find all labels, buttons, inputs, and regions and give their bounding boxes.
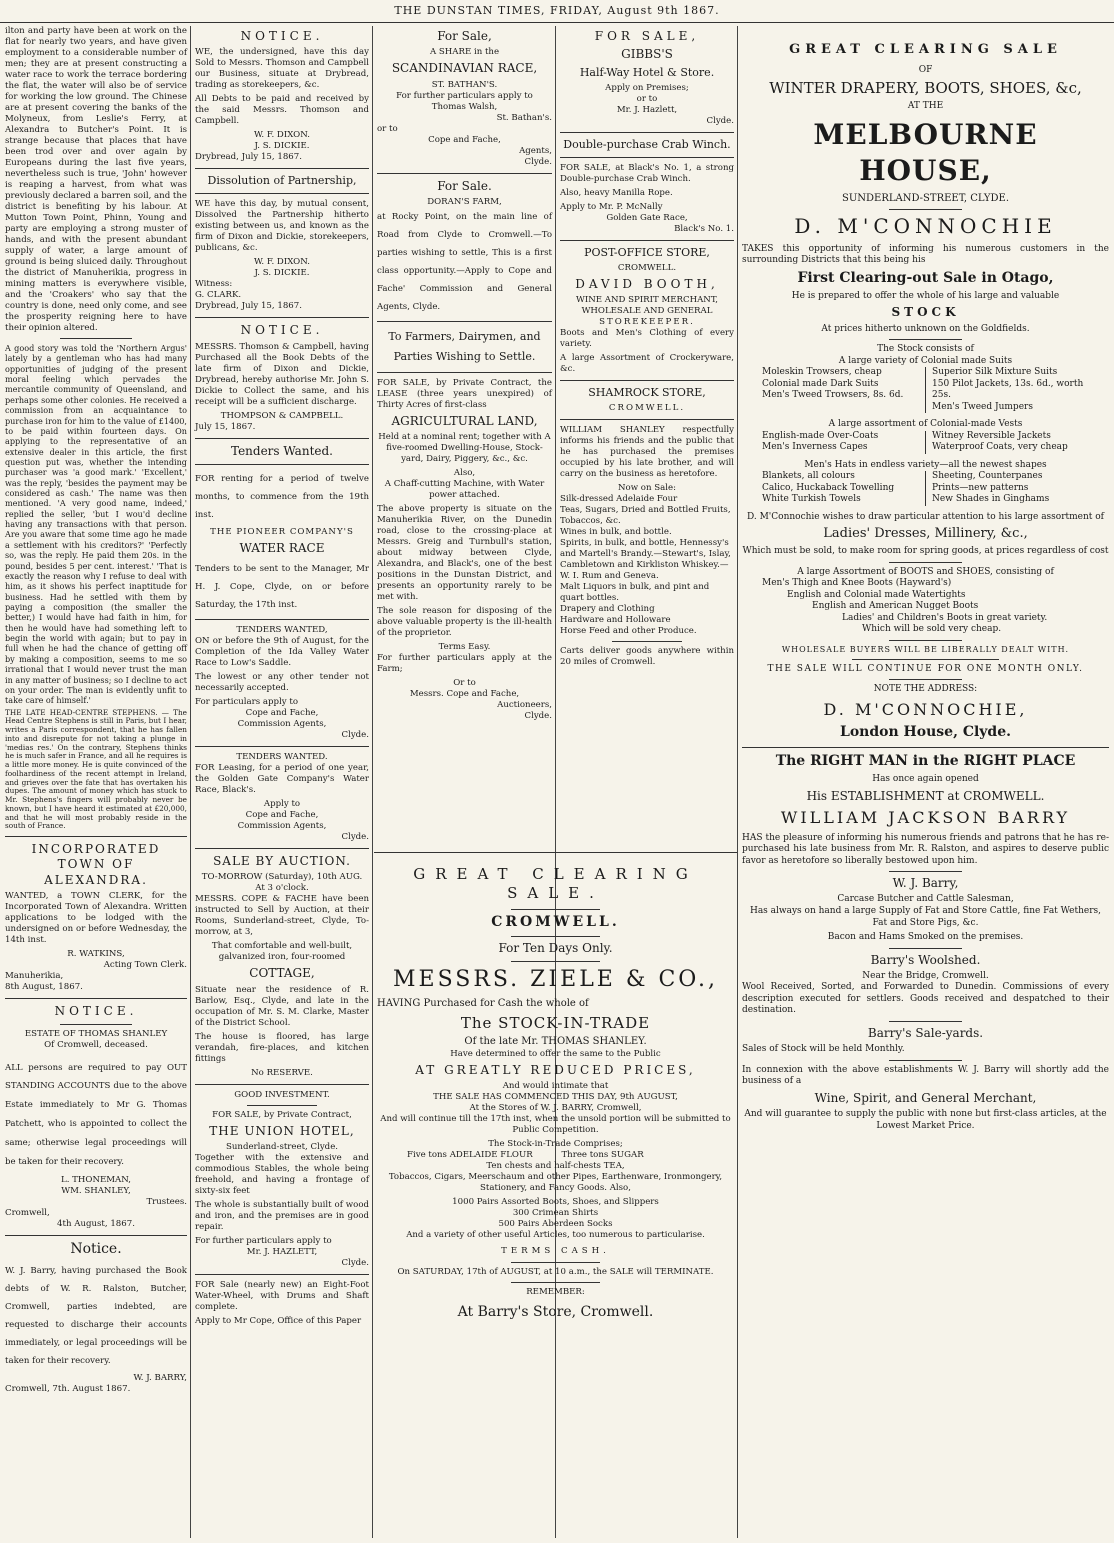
n1-sign-1: W. F. DIXON. [254, 130, 310, 141]
gi-body-2: Together with the extensive and commodious Stables, the whole being freehold, and having a frontage of sixty-six feet [195, 1152, 369, 1196]
gcs-tobacco: Tobaccos, Cigars, Meerschaum and other Pipes, Earthenware, Ironmongery, Stationery, and Fancy Goods. Also, [388, 1171, 723, 1193]
rm-trade: Carcase Butcher and Cattle Salesman, [837, 894, 1014, 905]
vest-left: Men's Inverness Capes [762, 442, 868, 453]
gc-note: NOTE THE ADDRESS: [873, 684, 978, 695]
gh-or: or to [636, 93, 658, 104]
dissolution-title: Dissolution of Partnership, [207, 174, 357, 188]
gc-first: First Clearing-out Sale in Otago, [797, 269, 1054, 286]
po-place: CROMWELL. [617, 262, 677, 273]
fs1-race: SCANDINAVIAN RACE, [391, 61, 538, 76]
rm-body-2: Has always on hand a large Supply of Fat and Store Cattle, fine Fat Wethers, Fat and Store Pigs, &c. [749, 905, 1102, 928]
article-northern-argus: A good story was told the 'Northern Argus' lately by a gentleman who has had many opportunities of judging of the present moral feeling which pervades the mercantile community of Queensland, and perhaps some other colonies. He received a commission from an acquaintance to purchase iron for him to the value of £1400, to be paid within fourteen days. On applying to the representative of an extensive dealer in this article, the first question put was, whether the intending purchaser was 'a good mark.' 'Excellent,' was the reply, 'besides the payment may be considered as cash.' The name was then mentioned. 'A very good name, indeed,' replied the seller, 'but I wou'd decline having any transactions with that person. Are you aware that some time ago he made a settlement with his creditors?' 'Perfectly so, was the reply. He paid them 20s. in the pound, besides 5 per cent. interest.' 'That is exactly the reason why I refuse to deal with him, as it shows his perfect inaptitude for business. Had he settled with them by paying a composition (the smaller the better,) I would have had faith in him, for then he would have had something left to begin the world with again; but to pay in full when he had the chance of getting off by making a composition, seems to me so irrational that I would never trust the man in any matter of business; so I decline to act on your order. The man is evidently unfit to take care of himself.' [5, 343, 187, 706]
gi-body: FOR SALE, by Private Contract, [212, 1109, 352, 1120]
gc-wholesale: WHOLESALE BUYERS WILL BE LIBERALLY DEALT WITH. [781, 644, 1070, 654]
sh-item: Silk-dressed Adelaide Four [560, 494, 678, 505]
gcs-firm: MESSRS. ZIELE & CO., [392, 966, 719, 992]
gh-agent-1: Mr. J. Hazlett, [616, 104, 678, 115]
sh-title: SHAMROCK STORE, [588, 386, 706, 400]
gc-boot-4: Ladies' and Children's Boots in great variety. [842, 612, 1048, 623]
gc-goods: WINTER DRAPERY, BOOTS, SHOES, &c, [769, 79, 1082, 98]
n1-body-2: All Debts to be paid and received by the said Messrs. Thomson and Campbell. [195, 94, 369, 127]
suit-left: Moleskin Trowsers, cheap [762, 367, 882, 378]
trustee-2: WM. SHANLEY, [61, 1185, 131, 1196]
po-title: POST-OFFICE STORE, [584, 245, 710, 259]
po-body-2: A large Assortment of Crockeryware, &c. [560, 353, 734, 375]
town-body: WANTED, a TOWN CLERK, for the Incorporated Town of Alexandra. Written applications to be lodged with the undersigned on or before Wednesday, the 14th inst. [5, 891, 187, 946]
t3-agent-3: Clyde. [341, 831, 369, 842]
gc-name-2: D. M'CONNOCHIE, [823, 699, 1028, 719]
town-title: INCORPORATED TOWN OF ALEXANDRA. [31, 842, 161, 887]
sh-body: WILLIAM SHANLEY respectfully informs his friends and the public that he has purchased the premises occupied by his late brother, and will carry on the business as heretofore. [560, 425, 734, 480]
cw-title: Double-purchase Crab Winch. [563, 137, 731, 151]
sh-item: Malt Liquors in bulk, and pint and quart bottles. [560, 582, 710, 604]
gc-boot-2: English and Colonial made Watertights [787, 589, 966, 600]
gcs-offer: Have determined to offer the same to the Public [450, 1048, 661, 1059]
sh-item: Spirits, in bulk, and bottle, Hennessy's and Martell's Brandy.—Stewart's, Islay, Cambletown and Kirkliston Whiskey.—W. I. Rum and Geneva. [560, 538, 731, 582]
d-date: Drybread, July 15, 1867. [195, 301, 302, 312]
rm-name: WILLIAM JACKSON BARRY [780, 808, 1071, 828]
po-body: Boots and Men's Clothing of every variety. [560, 328, 734, 350]
gcs-barry: At Barry's Store, Cromwell. [457, 1303, 654, 1320]
column-5 [739, 26, 1112, 1538]
fs2-body: at Rocky Point, on the main line of Road from Clyde to Cromwell.—To parties wishing to settle, This is a first class opportunity.—Apply to Cope and Fache' Commission and General Agents, Clyde. [377, 212, 552, 313]
t3-title: TENDERS WANTED. [236, 751, 328, 762]
cw-body: FOR SALE, at Black's No. 1, a strong Double-purchase Crab Winch. [560, 162, 734, 184]
waterwheel-apply: Apply to Mr Cope, Office of this Paper [195, 1315, 362, 1326]
fd-body-3: A Chaff-cutting Machine, with Water power attached. [384, 479, 545, 501]
suit-right: 150 Pilot Jackets, 13s. 6d., worth 25s. [932, 378, 1084, 401]
gcs-stock: The STOCK-IN-TRADE [460, 1013, 651, 1032]
t2-agent-3: Clyde. [341, 729, 369, 740]
fs1-or: or to [377, 123, 398, 134]
fs1-body: A SHARE in the [429, 47, 500, 58]
rm-yards: Barry's Sale-yards. [867, 1025, 984, 1040]
fd-body: FOR SALE, by Private Contract, the LEASE (three years unexpired) of Thirty Acres of first-class [377, 377, 552, 410]
fd-also: Also, [453, 468, 476, 479]
estate-body: ALL persons are required to pay OUT STANDING ACCOUNTS due to the above Estate immediately to Mr G. Thomas Patchett, who is appointed to collect the same; otherwise legal proceedings will be taken for their recovery. [5, 1062, 187, 1168]
hat-right: Prints—new patterns [932, 482, 1029, 493]
t1-body: FOR renting for a period of twelve months, to commence from the 19th inst. [195, 474, 369, 521]
auction-when: TO-MORROW (Saturday), 10th AUG. [201, 872, 363, 883]
hat-left: White Turkish Towels [762, 494, 861, 505]
n1-title: NOTICE. [240, 29, 324, 43]
gcs-days: For Ten Days Only. [498, 941, 613, 956]
d-witness-name: G. CLARK. [195, 290, 242, 301]
notice2-date: Cromwell, 7th. August 1867. [5, 1384, 131, 1395]
auction-time: At 3 o'clock. [255, 883, 309, 894]
gc-room: Which must be sold, to make room for spring goods, at prices regardless of cost [742, 546, 1109, 557]
column-rule [372, 26, 373, 1538]
gi-apply: For further particulars apply to [195, 1235, 332, 1246]
estate-date: 4th August, 1867. [57, 1218, 135, 1229]
hat-left: Blankets, all colours [762, 471, 855, 482]
fs1-agent-5: Clyde. [524, 156, 552, 167]
gcs-socks: 500 Pairs Aberdeen Socks [498, 1218, 613, 1229]
fd-body-5: The sole reason for disposing of the above valuable property is the ill-health of the proprietor. [377, 606, 552, 639]
town-date: 8th August, 1867. [5, 982, 83, 993]
rm-connexion: In connexion with the above establishments W. J. Barry will shortly add the business of a [742, 1064, 1109, 1087]
gcs-continue: And will continue till the 17th inst, when the unsold portion will be submitted to Public Competition. [380, 1113, 731, 1135]
fs1-agent-1: Thomas Walsh, [431, 101, 498, 112]
fd-title: To Farmers, Dairymen, and Parties Wishing to Settle. [388, 330, 541, 364]
d-sign-1: W. F. DIXON. [254, 257, 310, 268]
auction-body-2: That comfortable and well-built, galvanized iron, four-roomed [211, 941, 353, 963]
t1-race: WATER RACE [239, 541, 325, 556]
rm-guarantee: And will guarantee to supply the public with none but first-class articles, at the Lowest Market Price. [744, 1109, 1107, 1131]
fs2-title: For Sale. [437, 178, 492, 193]
gc-of: OF [918, 64, 933, 75]
sh-item: Teas, Sugars, Dried and Bottled Fruits, Tobaccos, &c. [560, 505, 731, 527]
gc-boot-5: Which will be sold very cheap. [862, 624, 1002, 635]
gi-hotel: THE UNION HOTEL, [209, 1123, 355, 1138]
sh-item: Hardware and Holloware [560, 615, 671, 626]
t1-body-2: Tenders to be sent to the Manager, Mr H. J. Cope, Clyde, on or before Saturday, the 17th inst. [195, 563, 369, 610]
gc-prices: At prices hitherto unknown on the Goldfields. [821, 323, 1030, 334]
gcs-reduced: AT GREATLY REDUCED PRICES, [415, 1062, 696, 1077]
article-mining: ilton and party have been at work on the flat for nearly two years, and have given employment to a considerable number of men; they are at present constructing a water race to work the terrace bordering the flat, the water will also be of service for working the low ground. The Chinese are at present covering the banks of the Molyneux, from Leslie's Ferry, at Alexandra to Butcher's Point. It is strange because that places that have been trod over and over again by Europeans during the last five years, nevertheless such is true, 'John' however is reaping a harvest, from what was previously declared a barren soil, and the district is benefiting by his labour. At Mutton Town Point, Phinn, Young and party are employing a strong muster of hands, and with the present abundant supply of water, a large amount of ground is being sluiced daily. Throughout the district of Manuherikia, progress in mining matters is everywhere visible, and the 'Croakers' who say that the country is done, need only come, and see the prosperity reigning here to have their opinion altered. [5, 26, 188, 333]
trustees-label: Trustees. [146, 1196, 187, 1207]
notice2-body: W. J. Barry, having purchased the Book debts of W. R. Ralston, Butcher, Cromwell, parties indebted, are requested to discharge their accounts immediately, or legal proceedings will be taken for their recovery. [5, 1265, 187, 1367]
fs1-agent-3: Cope and Fache, [428, 134, 501, 145]
n2-title: NOTICE. [240, 323, 324, 338]
gcs-sugar: Three tons SUGAR [561, 1149, 644, 1160]
column-3 [374, 26, 555, 844]
fd-or: Or to [453, 678, 476, 689]
trustee-1: L. THONEMAN, [61, 1174, 131, 1185]
fs1-agent-4: Agents, [519, 145, 552, 156]
gcs-intimate: And would intimate that [502, 1080, 609, 1091]
gc-month: THE SALE WILL CONTINUE FOR ONE MONTH ONLY. [767, 663, 1084, 674]
gcs-terminate: On SATURDAY, 17th of AUGUST, at 10 a.m., the SALE will TERMINATE. [397, 1266, 714, 1277]
t1-title: Tenders Wanted. [231, 443, 333, 458]
gi-street: Sunderland-street, Clyde. [225, 1141, 339, 1152]
gcs-remember: REMEMBER: [526, 1286, 585, 1297]
gcs-comprises: The Stock-in-Trade Comprises; [488, 1138, 623, 1149]
gh-hotel: Half-Way Hotel & Store. [579, 65, 715, 79]
auction-body: MESSRS. COPE & FACHE have been instructed to Sell by Auction, at their Rooms, Sunderland-street, Clyde, To-morrow, at 3, [195, 894, 369, 938]
gh-agent-2: Clyde. [706, 115, 734, 126]
t2-apply: For particulars apply to [195, 696, 298, 707]
gcs-terms: TERMS CASH. [501, 1245, 610, 1256]
rm-est: His ESTABLISHMENT at CROMWELL. [806, 788, 1045, 803]
gcs-commenced: THE SALE HAS COMMENCED THIS DAY, 9th AUGUST, [433, 1091, 678, 1102]
gc-stock: STOCK [891, 305, 960, 320]
gc-attention: D. M'Connochie wishes to draw particular attention to his large assortment of [746, 511, 1105, 522]
gc-body: TAKES this opportunity of informing his numerous customers in the surrounding Districts that this being his [742, 243, 1109, 266]
gi-name: Mr. J. HAZLETT, [246, 1246, 318, 1257]
gc-ladies: Ladies' Dresses, Millinery, &c., [823, 526, 1028, 542]
auction-body-4: The house is floored, has large verandah, fire-places, and kitchen fittings [195, 1031, 369, 1064]
gh-apply: Apply on Premises; [605, 82, 689, 93]
fd-agent-3: Clyde. [524, 711, 552, 722]
n1-body: WE, the undersigned, have this day Sold to Messrs. Thomson and Campbell our Business, situate at Drybread, trading as storekeepers, &c. [195, 47, 369, 91]
auction-title: SALE BY AUCTION. [213, 853, 351, 868]
fs1-place: ST. BATHAN'S. [431, 79, 498, 90]
fs1-apply: For further particulars apply to [396, 90, 533, 101]
gc-suits: A large variety of Colonial made Suits [838, 355, 1013, 366]
town-sign-2: Acting Town Clerk. [103, 960, 187, 971]
gcs-title: GREAT CLEARING SALE. [413, 865, 698, 903]
cw-agent-1: Golden Gate Race, [606, 212, 688, 223]
t3-agent-2: Commission Agents, [237, 820, 327, 831]
gc-at: AT THE [907, 101, 944, 112]
gcs-place: CROMWELL. [491, 914, 620, 931]
n2-body: MESSRS. Thomson & Campbell, having Purchased all the Book Debts of the late firm of Dixon and Dickie, Drybread, hereby authorise Mr. John S. Dickie to Collect the same, and his receipt will be a sufficient discharge. [195, 341, 369, 407]
fd-land: AGRICULTURAL LAND, [391, 413, 538, 428]
dissolution-body: WE have this day, by mutual consent, Dissolved the Partnership hitherto existing between us, and known as the firm of Dixon and Dickie, storekeepers, publicans, &c. [195, 199, 369, 254]
rm-bridge: Near the Bridge, Cromwell. [862, 970, 989, 981]
gi-place: Clyde. [341, 1257, 369, 1268]
t2-agent-2: Commission Agents, [237, 718, 327, 729]
rm-wool: Wool Received, Sorted, and Forwarded to Dunedin. Commissions of every description executed for settlers. Goods received and despatched to their destination. [742, 982, 1109, 1016]
suit-left: Colonial made Dark Suits [762, 378, 879, 389]
rm-monthly: Sales of Stock will be held Monthly. [742, 1044, 905, 1055]
t3-body: FOR Leasing, for a period of one year, the Golden Gate Company's Water Race, Black's. [195, 762, 369, 795]
gc-body-2: He is prepared to offer the whole of his large and valuable [791, 290, 1060, 301]
gcs-tea: Ten chests and half-chests TEA, [486, 1160, 625, 1171]
cw-agent-2: Black's No. 1. [674, 223, 734, 234]
hat-right: Sheeting, Counterpanes [932, 471, 1043, 482]
t3-apply: Apply to [263, 798, 301, 809]
sh-item: Wines in bulk, and bottle. [560, 527, 672, 538]
gc-boot-3: English and American Nugget Boots [812, 601, 979, 612]
fd-apply: For further particulars apply at the Farm; [377, 653, 552, 675]
gc-title: GREAT CLEARING SALE [789, 42, 1062, 57]
gh-name: GIBBS'S [621, 47, 673, 62]
auction-cottage: COTTAGE, [249, 966, 315, 981]
d-sign-2: J. S. DICKIE. [254, 268, 310, 279]
fd-body-4: The above property is situate on the Manuherikia River, on the Dunedin road, close to the crossing-place at Messrs. Greig and Turnbull's station, about midway between Clyde, Alexandra, and Black's, one of the best positions in the Dunstan District, and presents an opportunity rarely to be met with. [377, 504, 552, 603]
n2-sign: THOMPSON & CAMPBELL. [220, 410, 344, 421]
po-name: DAVID BOOTH, [575, 276, 719, 291]
gi-body-3: The whole is substantially built of wood and iron, and the premises are in good repair. [195, 1199, 369, 1232]
cw-body-2: Also, heavy Manilla Rope. [560, 187, 673, 198]
auction-reserve: No RESERVE. [251, 1067, 313, 1078]
vest-right: Witney Reversible Jackets [932, 430, 1051, 441]
waterwheel-body: FOR Sale (nearly new) an Eight-Foot Water-Wheel, with Drums and Shaft complete. [195, 1279, 369, 1312]
suit-right: Superior Silk Mixture Suits [932, 367, 1058, 378]
gcs-boots: 1000 Pairs Assorted Boots, Shoes, and Slippers [452, 1196, 659, 1207]
column-2 [192, 26, 372, 1538]
town-place: Manuherikia, [5, 971, 64, 982]
vest-left: English-made Over-Coats [762, 430, 879, 441]
rm-body: HAS the pleasure of informing his numerous friends and patrons that he has re-purchased his late business from Mr. R. Ralston, and aspires to deserve public favor as heretofore so liberally bestowed upon him. [742, 832, 1109, 866]
po-trade-3: STOREKEEPER. [599, 317, 695, 328]
notice-title: NOTICE. [54, 1004, 138, 1019]
n1-sign-2: J. S. DICKIE. [254, 141, 310, 152]
t2-title: TENDERS WANTED, [236, 624, 328, 635]
gc-name: D. M'CONNOCHIE [794, 214, 1057, 239]
t2-agent-1: Cope and Fache, [245, 707, 319, 718]
gcs-stores: At the Stores of W. J. BARRY, Cromwell, [469, 1102, 642, 1113]
sh-now: Now on Sale: [618, 483, 676, 494]
d-witness: Witness: [195, 279, 233, 290]
suit-left: Men's Tweed Trowsers, 8s. 6d. [762, 390, 904, 401]
gh-title: FOR SALE, [594, 29, 700, 43]
gc-boots: A large Assortment of BOOTS and SHOES, consisting of [797, 566, 1054, 577]
rm-wj: W. J. Barry, [892, 876, 959, 891]
column-rule [737, 26, 738, 1538]
estate-sub: Of Cromwell, deceased. [44, 1039, 148, 1050]
gcs-flour: Five tons ADELAIDE FLOUR [407, 1149, 533, 1160]
n1-date: Drybread, July 15, 1867. [195, 152, 302, 163]
fd-body-2: Held at a nominal rent; together with A five-roomed Dwelling-House, Stock-yard, Dairy, Piggery, &c., &c. [378, 432, 551, 465]
t2-body-2: The lowest or any other tender not necessarily accepted. [195, 671, 369, 693]
gc-street: SUNDERLAND-STREET, CLYDE. [841, 192, 1010, 204]
sh-carts: Carts deliver goods anywhere within 20 miles of Cromwell. [560, 646, 734, 668]
gc-vests: A large assortment of Colonial-made Vests [828, 419, 1023, 430]
gc-london: London House, Clyde. [840, 724, 1011, 741]
po-trade-2: WHOLESALE AND GENERAL [581, 306, 713, 317]
n2-date: July 15, 1867. [195, 421, 256, 432]
gcs-shirts: 300 Crimean Shirts [512, 1207, 599, 1218]
rm-opened: Has once again opened [872, 774, 979, 785]
gc-hats: Men's Hats in endless variety—all the newest shapes [804, 459, 1047, 470]
estate-title: ESTATE OF THOMAS SHANLEY [24, 1028, 168, 1039]
auction-body-3: Situate near the residence of R. Barlow, Esq., Clyde, and late in the occupation of Mr. S. M. Clarke, Master of the District School. [195, 984, 369, 1028]
town-sign: R. WATKINS, [67, 949, 125, 960]
fd-agent-1: Messrs. Cope and Fache, [409, 689, 520, 700]
notice2-title: Notice. [70, 1240, 122, 1257]
gcs-variety: And a variety of other useful Articles, too numerous to particularise. [406, 1229, 705, 1240]
fd-agent-2: Auctioneers, [497, 700, 552, 711]
sh-item: Horse Feed and other Produce. [560, 626, 697, 637]
rm-title: The RIGHT MAN in the RIGHT PLACE [775, 753, 1076, 770]
t3-agent-1: Cope and Fache, [245, 809, 319, 820]
gcs-body: HAVING Purchased for Cash the whole of [377, 997, 589, 1009]
gc-boot-1: Men's Thigh and Knee Boots (Hayward's) [762, 578, 952, 589]
column-4 [557, 26, 737, 844]
sh-place: CROMWELL. [608, 403, 686, 414]
hat-left: Calico, Huckaback Towelling [762, 482, 895, 493]
fs1-title: For Sale, [437, 29, 492, 43]
gi-title: GOOD INVESTMENT. [234, 1089, 330, 1100]
t2-body: ON or before the 9th of August, for the Completion of the Ida Valley Water Race to Low's Saddle. [195, 635, 369, 668]
gcs-late: Of the late Mr. THOMAS SHANLEY. [464, 1035, 647, 1047]
po-trade-1: WINE AND SPIRIT MERCHANT, [575, 295, 719, 306]
column-1 [2, 26, 190, 1538]
t1-company: THE PIONEER COMPANY'S [210, 527, 354, 538]
cw-apply: Apply to Mr. P. McNally [560, 201, 663, 212]
hat-right: New Shades in Ginghams [932, 494, 1050, 505]
gc-consists: The Stock consists of [877, 344, 974, 355]
rm-wine: Wine, Spirit, and General Merchant, [814, 1090, 1037, 1105]
fd-terms: Terms Easy. [438, 642, 491, 653]
fs2-farm: DORAN'S FARM, [427, 197, 502, 208]
great-clearing-sale [374, 852, 737, 1538]
notice2-sign: W. J. BARRY, [133, 1373, 187, 1384]
article-stephens: THE LATE HEAD-CENTRE STEPHENS. — The Head Centre Stephens is still in Paris, but I hear, writes a Paris correspondent, that he has fallen into and disrepute for not taking a plunge in 'medias res.' On the contrary, Stephens thinks he is much safer in France, and all he requires is a little more money. He is quite convinced of the foolhardiness of the recent attempt in Ireland, and grieves over the fate that has overtaken his dupes. The amount of money which has stuck to Mr. Stephens's fingers will probably never be known, but I have heard it estimated at £20,000, and that he will most probably reside in the south of France. [5, 707, 187, 831]
rm-bacon: Bacon and Hams Smoked on the premises. [827, 932, 1024, 943]
estate-place: Cromwell, [5, 1207, 50, 1218]
vest-right: Waterproof Coats, very cheap [932, 442, 1068, 453]
fs1-agent-2: St. Bathan's. [496, 112, 552, 123]
column-rule [190, 26, 191, 1538]
masthead: THE DUNSTAN TIMES, FRIDAY, August 9th 1867. [0, 0, 1114, 23]
sh-item: Drapery and Clothing [560, 604, 655, 615]
rm-woolshed: Barry's Woolshed. [870, 952, 981, 967]
gc-house: MELBOURNE HOUSE, [813, 117, 1038, 187]
suit-right: Men's Tweed Jumpers [932, 401, 1033, 412]
